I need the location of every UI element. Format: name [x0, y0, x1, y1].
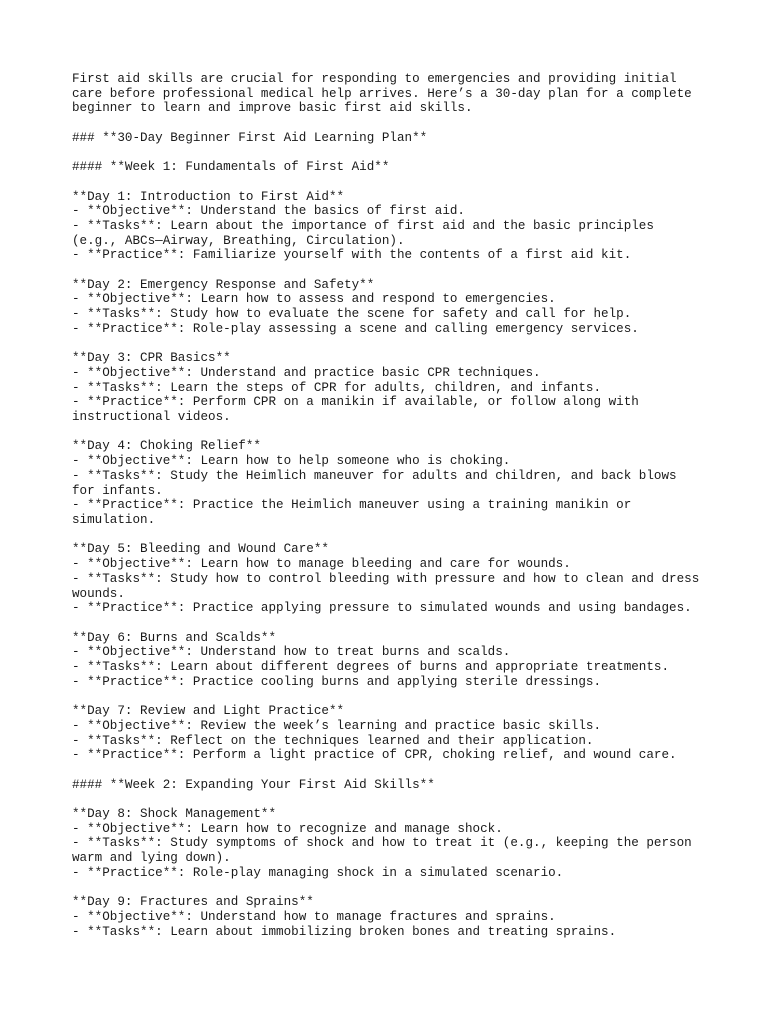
tasks-line: - **Tasks**: Reflect on the techniques learned and their application. — [72, 733, 594, 748]
day-title: **Day 4: Choking Relief** — [72, 439, 261, 454]
text-line: wounds. — [72, 586, 125, 601]
day-entry — [72, 351, 732, 425]
day-entry — [72, 807, 732, 881]
practice-line: - **Practice**: Familiarize yourself with the contents of a first aid kit. — [72, 248, 632, 263]
day-entry — [72, 542, 732, 616]
day-entry — [72, 439, 732, 527]
intro-paragraph — [72, 72, 732, 116]
practice-line: - **Practice**: Perform CPR on a manikin if available, or follow along with — [72, 395, 639, 410]
practice-line: - **Practice**: Practice cooling burns and applying sterile dressings. — [72, 674, 602, 689]
day-title: **Day 8: Shock Management** — [72, 806, 277, 821]
objective-line: - **Objective**: Understand how to treat burns and scalds. — [72, 645, 511, 660]
text-line: simulation. — [72, 513, 156, 527]
objective-line: - **Objective**: Understand and practice basic CPR techniques. — [72, 365, 541, 380]
practice-line: - **Practice**: Practice the Heimlich maneuver using a training manikin or — [72, 498, 632, 513]
objective-line: - **Objective**: Learn how to recognize and manage shock. — [72, 821, 503, 836]
text-line: instructional videos. — [72, 410, 231, 425]
day-entry — [72, 704, 732, 763]
day-entry — [72, 190, 732, 264]
day-entry — [72, 278, 732, 337]
day-title: **Day 2: Emergency Response and Safety** — [72, 277, 375, 292]
objective-line: - **Objective**: Learn how to manage bleeding and care for wounds. — [72, 557, 571, 572]
day-title: **Day 7: Review and Light Practice** — [72, 704, 345, 719]
tasks-line: - **Tasks**: Learn the steps of CPR for adults, children, and infants. — [72, 380, 602, 395]
practice-line: - **Practice**: Role-play assessing a scene and calling emergency services. — [72, 321, 639, 336]
text-line: (e.g., ABCs—Airway, Breathing, Circulation). — [72, 233, 405, 248]
tasks-line: - **Tasks**: Learn about immobilizing broken bones and treating sprains. — [72, 924, 617, 939]
tasks-line: - **Tasks**: Study the Heimlich maneuver for adults and children, and back blows — [72, 468, 677, 483]
text-line: care before professional medical help arrives. Here’s a 30-day plan for a complete — [72, 86, 692, 101]
section-heading — [72, 160, 732, 175]
text-line: First aid skills are crucial for responding to emergencies and providing initial — [72, 72, 677, 86]
week-heading: #### **Week 1: Fundamentals of First Aid** — [72, 160, 390, 175]
plan-heading: ### **30-Day Beginner First Aid Learning Plan** — [72, 130, 428, 145]
practice-line: - **Practice**: Practice applying pressure to simulated wounds and using bandages. — [72, 601, 692, 616]
day-title: **Day 5: Bleeding and Wound Care** — [72, 542, 329, 557]
objective-line: - **Objective**: Review the week’s learning and practice basic skills. — [72, 718, 602, 733]
tasks-line: - **Tasks**: Study how to evaluate the scene for safety and call for help. — [72, 307, 632, 322]
tasks-line: - **Tasks**: Learn about different degrees of burns and appropriate treatments. — [72, 660, 670, 674]
objective-line: - **Objective**: Understand how to manage fractures and sprains. — [72, 909, 556, 924]
day-title: **Day 6: Burns and Scalds** — [72, 630, 277, 645]
tasks-line: - **Tasks**: Study symptoms of shock and how to treat it (e.g., keeping the person — [72, 836, 692, 851]
practice-line: - **Practice**: Role-play managing shock in a simulated scenario. — [72, 865, 564, 880]
text-line: warm and lying down). — [72, 851, 231, 866]
day-title: **Day 3: CPR Basics** — [72, 351, 231, 366]
document-title — [72, 131, 732, 146]
day-title: **Day 9: Fractures and Sprains** — [72, 895, 314, 910]
objective-line: - **Objective**: Learn how to assess and respond to emergencies. — [72, 292, 556, 307]
day-entry — [72, 895, 732, 939]
practice-line: - **Practice**: Perform a light practice of CPR, choking relief, and wound care. — [72, 748, 677, 763]
day-title: **Day 1: Introduction to First Aid** — [72, 189, 345, 204]
week-heading: #### **Week 2: Expanding Your First Aid Skills** — [72, 777, 435, 792]
tasks-line: - **Tasks**: Study how to control bleeding with pressure and how to clean and dress — [72, 571, 700, 586]
objective-line: - **Objective**: Learn how to help someone who is choking. — [72, 454, 511, 469]
objective-line: - **Objective**: Understand the basics of first aid. — [72, 204, 465, 219]
text-line: for infants. — [72, 483, 163, 498]
document-body — [72, 72, 732, 954]
section-heading — [72, 778, 732, 793]
text-line: beginner to learn and improve basic first aid skills. — [72, 101, 473, 116]
tasks-line: - **Tasks**: Learn about the importance of first aid and the basic principles — [72, 218, 654, 233]
day-entry — [72, 631, 732, 690]
